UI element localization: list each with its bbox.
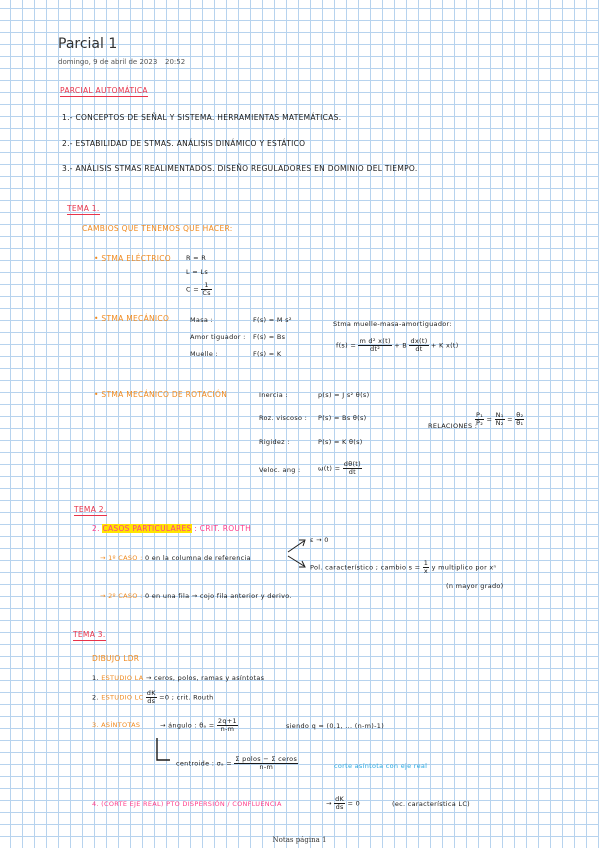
intro-item-1: 1.- CONCEPTOS DE SEÑAL Y SISTEMA. HERRAMIENTAS MATEMÁTICAS. bbox=[62, 113, 342, 122]
tema2-line bbox=[92, 524, 251, 533]
stma-rotacion-label: • STMA MECÁNICO DE ROTACIÓN bbox=[94, 390, 228, 399]
branch-arrowhead-down bbox=[299, 561, 305, 567]
casos-particulares-highlight: CASOS PARTICULARES bbox=[102, 524, 192, 533]
intro-item-3: 3.- ANÁLISIS STMAS REALIMENTADOS. DISEÑO REGULADORES EN DOMINIO DEL TIEMPO. bbox=[62, 164, 418, 173]
centroide-bracket bbox=[157, 738, 170, 760]
page-title: Parcial 1 bbox=[58, 36, 118, 52]
centroide-line bbox=[176, 756, 298, 771]
case1-line bbox=[100, 554, 251, 562]
rotacion-row-3-name: Rigidez : bbox=[259, 438, 290, 446]
tema3-item-1-num: 1. bbox=[92, 674, 99, 682]
item4-text: 4. (CORTE EJE REAL) PTO DISPERSIÓN / CONFLUENCIA bbox=[92, 800, 282, 808]
stma-electrico-label: • STMA ELÉCTRICO bbox=[94, 254, 171, 263]
mma-equation bbox=[336, 338, 459, 353]
item4-equals: = 0 bbox=[347, 799, 361, 808]
mma-eq-den-2: dt bbox=[415, 344, 423, 353]
rel-n-frac bbox=[495, 412, 505, 427]
case2-text: 0 en una fila → cojo fila anterior y derivo. bbox=[144, 592, 292, 600]
mecanico-row-3-value: F(s) = K bbox=[253, 350, 282, 358]
rel-t-num: θ₂ bbox=[516, 411, 524, 419]
item4-num: dK bbox=[335, 795, 345, 803]
stma-mecanico-label: • STMA MECÁNICO bbox=[94, 314, 170, 323]
tema3-dk-num: dK bbox=[146, 689, 156, 697]
tema3-item-2-text: =0 ; crit. Routh bbox=[159, 693, 214, 702]
siendo-text: siendo q = (0,1, ... (n-m)-1) bbox=[286, 722, 385, 730]
rotacion-row-2-value: P(s) = Bs θ(s) bbox=[318, 414, 367, 422]
item4-arrow: → bbox=[326, 799, 332, 808]
tema2-line-prefix: 2. bbox=[92, 524, 100, 533]
relaciones-label: RELACIONES : bbox=[428, 422, 478, 430]
tema2-line-suffix: : CRIT. ROUTH bbox=[194, 524, 252, 533]
case1b-note: (n mayor grado) bbox=[446, 582, 504, 590]
rel-t-frac bbox=[515, 412, 524, 427]
mecanico-row-1-name: Masa : bbox=[190, 316, 214, 324]
case1b-text: Pol. característico ; cambio s = bbox=[310, 563, 421, 572]
branch-arrowhead-up bbox=[299, 540, 305, 546]
rel-eq-2: = bbox=[507, 415, 513, 424]
intro-item-2: 2.- ESTABILIDAD DE STMAS. ANÁLISIS DINÁMICO Y ESTÁTICO bbox=[62, 139, 306, 148]
case1b-suffix: y multiplico por xⁿ bbox=[431, 563, 497, 572]
case1b-fraction bbox=[423, 560, 429, 575]
intro-heading: PARCIAL AUTOMÁTICA bbox=[60, 86, 148, 95]
case1b-line bbox=[310, 560, 496, 575]
asintotas-label: 3. ASÍNTOTAS bbox=[92, 721, 141, 729]
tema3-item-2-num: 2. bbox=[92, 693, 99, 702]
electrico-l: L = Ls bbox=[186, 268, 209, 276]
tema3-item-1-text: → ceros, polos, ramas y asíntotas bbox=[145, 674, 265, 682]
sigma-prefix: σₐ = bbox=[216, 759, 232, 768]
tema3-item-2 bbox=[92, 690, 214, 705]
case1-text: 0 en la columna de referencia bbox=[144, 554, 251, 562]
electrico-c bbox=[186, 282, 212, 297]
epsilon-text: ε → 0 bbox=[310, 536, 329, 544]
tema3-subtitle: DIBUJO LDR bbox=[92, 654, 140, 663]
rotacion-row-2-name: Roz. viscoso : bbox=[259, 414, 308, 422]
page-time: 20:52 bbox=[165, 58, 186, 66]
mma-eq-frac-2 bbox=[409, 338, 428, 353]
item4-note: (ec. característica LC) bbox=[392, 800, 471, 808]
item4-fraction bbox=[334, 796, 345, 811]
mma-note-title: Stma muelle-masa-amortiguador: bbox=[333, 320, 452, 328]
rotacion-row-3-value: P(s) = K θ(s) bbox=[318, 438, 363, 446]
item4-eq bbox=[326, 796, 360, 811]
electrico-c-den: Cs bbox=[202, 288, 211, 297]
sigma-den: n-m bbox=[259, 762, 274, 771]
rel-p-den: P₂ bbox=[476, 418, 484, 427]
relaciones-eq bbox=[475, 412, 524, 427]
case2-line bbox=[100, 592, 292, 600]
case2-label: → 2º CASO : bbox=[100, 592, 143, 600]
vel-fraction bbox=[343, 461, 362, 476]
tema1-title: TEMA 1. bbox=[67, 204, 100, 213]
corte-asintota-text: corte asíntota con eje real bbox=[334, 762, 428, 770]
case1-label: → 1º CASO : bbox=[100, 554, 143, 562]
centroide-text: centroide : bbox=[176, 759, 215, 768]
case1b-num: 1 bbox=[423, 559, 429, 567]
branch-arrow-down bbox=[288, 556, 304, 566]
theta-den: n-m bbox=[220, 724, 235, 733]
mma-eq-num-2: dx(t) bbox=[410, 337, 428, 345]
rotacion-vel-eq bbox=[318, 461, 362, 476]
rotacion-row-1-value: p(s) = J s² θ(s) bbox=[318, 391, 370, 399]
mma-eq-suffix: + K x(t) bbox=[430, 341, 459, 350]
vel-num: dθ(t) bbox=[343, 460, 361, 468]
electrico-c-fraction bbox=[201, 282, 212, 297]
rel-n-num: N₁ bbox=[495, 411, 504, 419]
sigma-num: Σ polos − Σ ceros bbox=[235, 755, 298, 763]
mma-eq-frac-1 bbox=[358, 338, 391, 353]
mma-eq-prefix: f(s) = bbox=[336, 341, 357, 350]
tema3-item-2-label: ESTUDIO LC bbox=[101, 693, 144, 702]
vel-prefix: ω(t) = bbox=[318, 464, 341, 473]
rel-p-frac bbox=[475, 412, 484, 427]
rel-eq-1: = bbox=[486, 415, 493, 424]
sigma-fraction bbox=[234, 756, 298, 771]
theta-num: 2q+1 bbox=[217, 717, 237, 725]
electrico-c-prefix: C = bbox=[186, 285, 199, 294]
rel-p-num: P₁ bbox=[476, 411, 484, 419]
electrico-c-num: 1 bbox=[201, 282, 212, 290]
rel-n-den: N₂ bbox=[495, 418, 504, 427]
mma-eq-den-1: dt² bbox=[370, 344, 381, 353]
mecanico-row-1-value: F(s) = M s² bbox=[253, 316, 292, 324]
page-date: domingo, 9 de abril de 2023 bbox=[58, 58, 158, 66]
rotacion-row-1-name: Inercia : bbox=[259, 391, 288, 399]
tema2-title: TEMA 2. bbox=[74, 505, 107, 514]
branch-arrow-up bbox=[288, 541, 304, 552]
case1b-den: x bbox=[423, 566, 429, 575]
mma-eq-mid: + B bbox=[394, 341, 408, 350]
theta-fraction bbox=[217, 718, 238, 733]
tema1-subtitle: CAMBIOS QUE TENEMOS QUE HACER: bbox=[82, 224, 233, 233]
rel-t-den: θ₁ bbox=[516, 418, 524, 427]
item4-den: ds bbox=[335, 802, 344, 811]
mecanico-row-3-name: Muelle : bbox=[190, 350, 218, 358]
mma-eq-num-1: m d² x(t) bbox=[359, 337, 391, 345]
page-footer: Notas página 1 bbox=[272, 836, 327, 844]
tema3-item-1-label: ESTUDIO LA bbox=[101, 674, 144, 682]
angulo-line bbox=[160, 718, 238, 733]
tema3-item-1 bbox=[92, 674, 264, 682]
tema3-item-2-fraction bbox=[146, 690, 157, 705]
tema3-title: TEMA 3. bbox=[73, 630, 106, 639]
tema3-dk-den: ds bbox=[147, 696, 156, 705]
angulo-text: → ángulo : bbox=[160, 721, 197, 730]
electrico-r: R = R bbox=[186, 254, 207, 262]
vel-den: dt bbox=[348, 467, 357, 476]
theta-prefix: θₐ = bbox=[199, 721, 215, 730]
mecanico-row-2-name: Amor tiguador : bbox=[190, 333, 246, 341]
mecanico-row-2-value: F(s) = Bs bbox=[253, 333, 286, 341]
rotacion-vel-name: Veloc. ang : bbox=[259, 466, 301, 474]
